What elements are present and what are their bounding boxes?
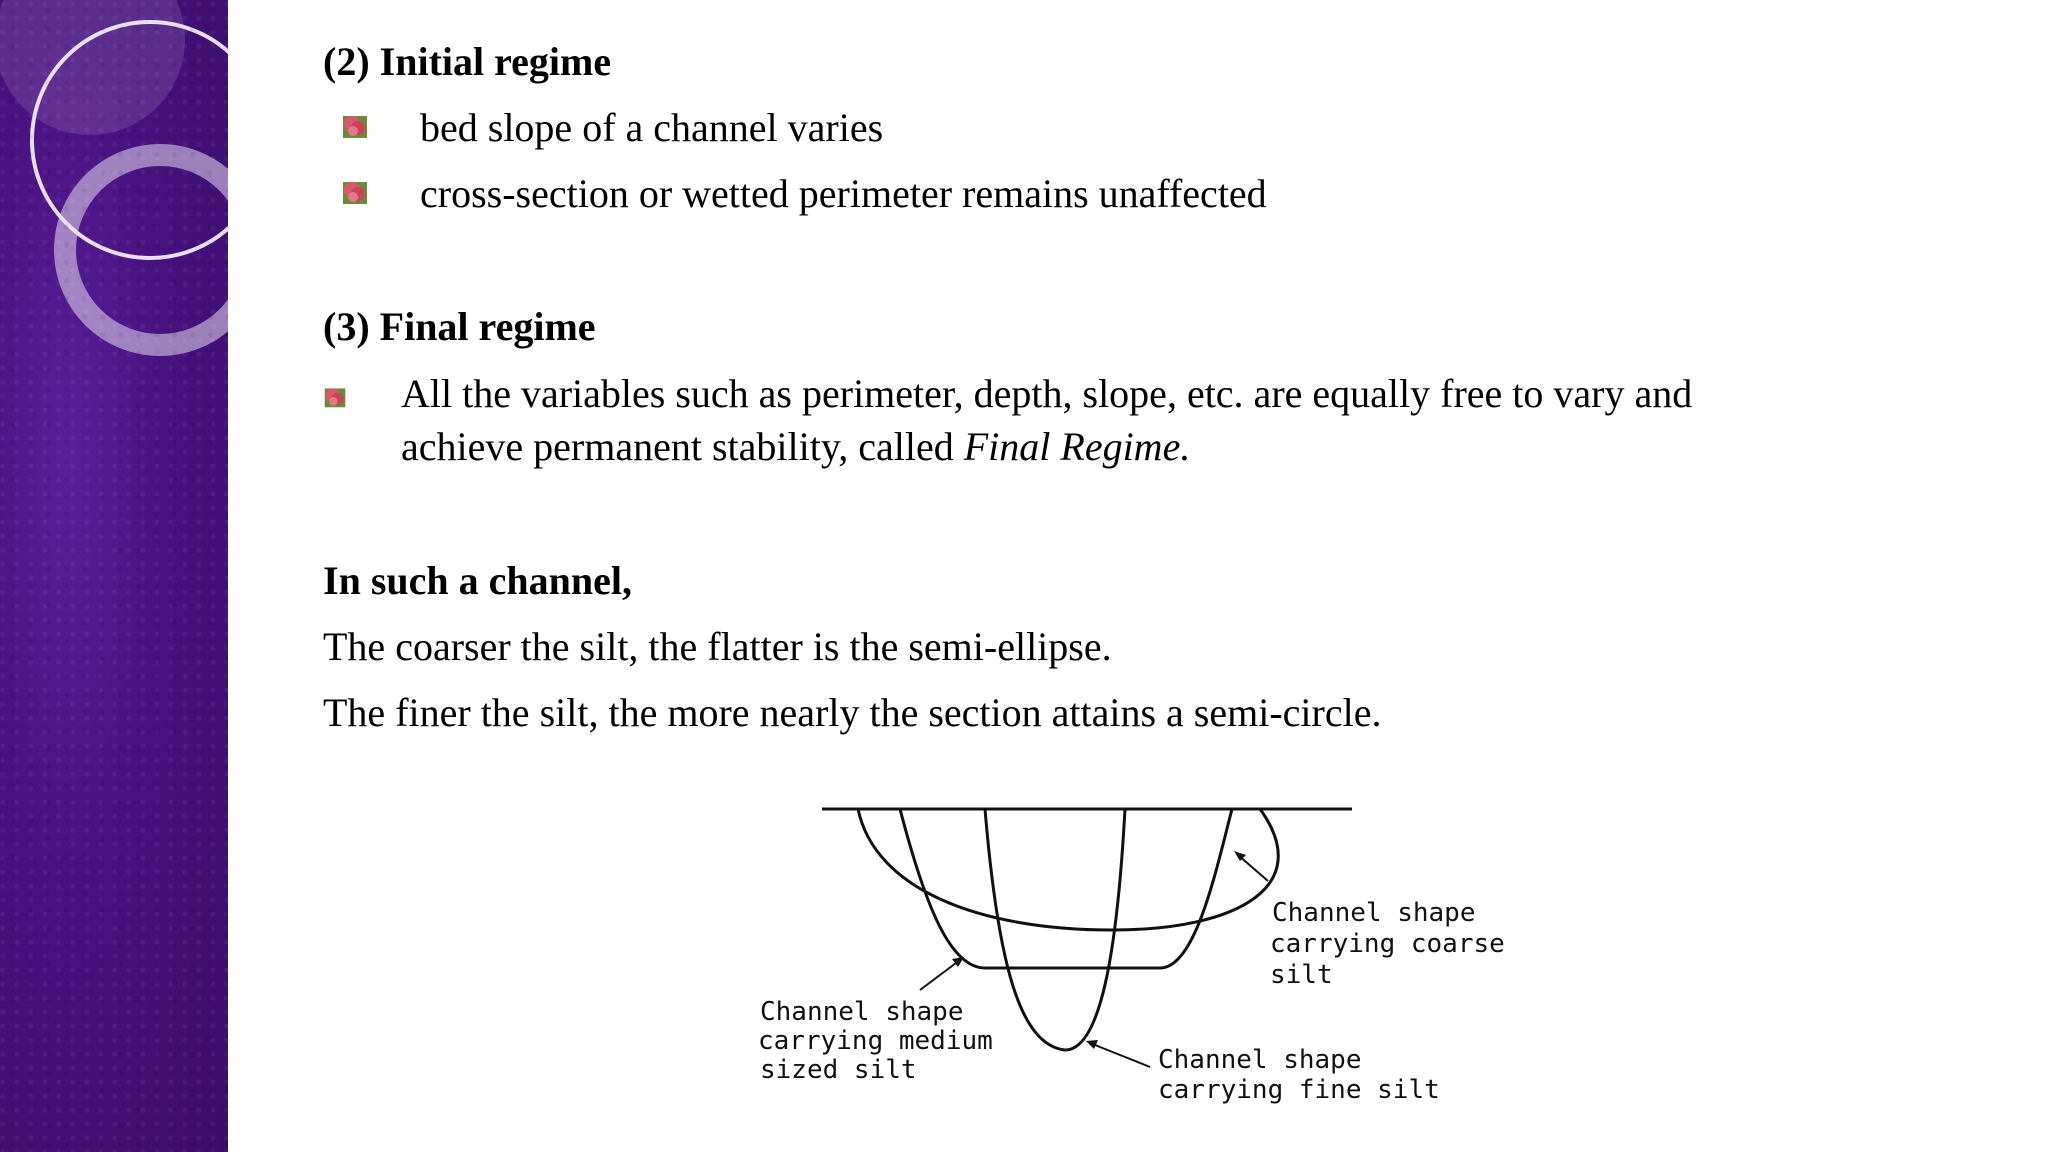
initial-bullet-2: cross-section or wetted perimeter remains unaffected bbox=[420, 171, 1267, 216]
ring-decoration-icon bbox=[0, 0, 228, 1152]
medium-label-3: sized silt bbox=[760, 1055, 917, 1085]
fine-leader-line bbox=[1090, 1043, 1150, 1067]
channel-line-2: The finer the silt, the more nearly the section attains a semi-circle. bbox=[323, 690, 1382, 735]
flower-bullet-icon bbox=[323, 385, 347, 409]
final-bullet-line-1: All the variables such as perimeter, depth, slope, etc. are equally free to vary and bbox=[401, 371, 1693, 416]
coarse-label-3: silt bbox=[1270, 960, 1333, 990]
channel-shapes-diagram bbox=[740, 795, 1520, 1115]
decorative-sidebar bbox=[0, 0, 228, 1152]
channel-heading: In such a channel, bbox=[323, 558, 632, 603]
medium-label-1: Channel shape bbox=[760, 997, 964, 1027]
medium-silt-curve bbox=[900, 809, 1232, 968]
final-regime-term: Final Regime. bbox=[963, 424, 1191, 469]
medium-label-2: carrying medium bbox=[758, 1026, 993, 1056]
flower-bullet-icon bbox=[341, 112, 369, 140]
coarse-leader-line bbox=[1238, 855, 1268, 881]
final-bullet-line-2 bbox=[401, 423, 1190, 470]
fine-label-2: carrying fine silt bbox=[1158, 1075, 1440, 1105]
channel-line-1: The coarser the silt, the flatter is the semi-ellipse. bbox=[323, 624, 1112, 669]
flower-bullet-icon bbox=[341, 178, 369, 206]
final-bullet-text: achieve permanent stability, called bbox=[401, 424, 964, 469]
fine-label-1: Channel shape bbox=[1158, 1045, 1362, 1075]
coarse-label-1: Channel shape bbox=[1272, 898, 1476, 928]
initial-regime-heading: (2) Initial regime bbox=[323, 39, 612, 84]
initial-bullet-1: bed slope of a channel varies bbox=[420, 105, 884, 150]
medium-leader-line bbox=[920, 960, 960, 990]
final-regime-heading: (3) Final regime bbox=[323, 304, 596, 349]
coarse-label-2: carrying coarse bbox=[1270, 929, 1505, 959]
